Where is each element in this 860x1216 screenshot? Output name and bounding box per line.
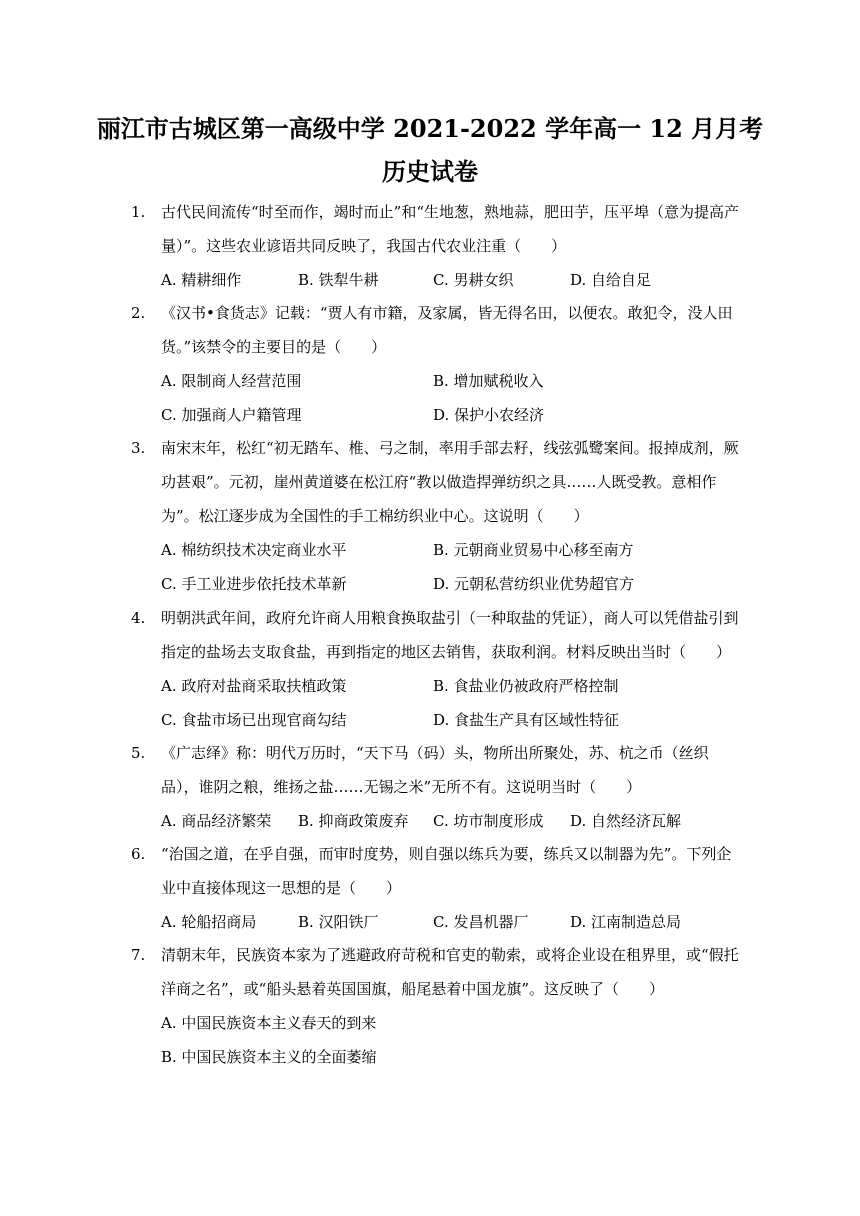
question-stem: 清朝末年，民族资本家为了逃避政府苛税和官吏的勒索，或将企业设在租界里，或“假托洋商之名”，或“船头悬着英国国旗，船尾悬着中国龙旗”。这反映了（ ） [161,946,739,998]
options-row [161,703,741,737]
question-4 [131,601,741,737]
option-d: D. 元朝私营纺织业优势超官方 [433,575,635,593]
options-row [161,398,741,432]
question-stem: 《广志绎》称：明代万历时，“天下马（码）头，物所出所聚处，苏、杭之币（丝织品），谁阴之粮，维扬之盐……无锡之米”无所不有。这说明当时（ ） [161,744,709,796]
option-b: B. 汉阳铁厂 [298,913,379,931]
option-a: A. 商品经济繁荣 [161,812,272,830]
question-3 [131,431,741,601]
option-a: A. 轮船招商局 [161,913,257,931]
options-row [161,905,741,939]
options-row [161,533,741,567]
exam-title-line1: 丽江市古城区第一高级中学 2021-2022 学年高一 12 月月考 [96,114,764,143]
options-row [161,804,741,838]
option-a: A. 限制商人经营范围 [161,372,302,390]
option-c: C. 手工业进步依托技术革新 [161,575,347,593]
option-a: A. 精耕细作 [161,271,242,289]
option-c: C. 坊市制度形成 [433,812,544,830]
option-a: A. 棉纺织技术决定商业水平 [161,541,347,559]
question-5 [131,736,741,838]
option-c: C. 食盐市场已出现官商勾结 [161,711,347,729]
option-a: A. 中国民族资本主义春天的到来 [161,1014,377,1032]
option-d: D. 保护小农经济 [433,406,545,424]
option-c: C. 发昌机器厂 [433,913,529,931]
option-d: D. 江南制造总局 [570,913,682,931]
question-stem: “治国之道，在乎自强，而审时度势，则自强以练兵为要，练兵又以制器为先”。下列企业中直接体现这一思想的是（ ） [161,845,732,897]
option-b: B. 中国民族资本主义的全面萎缩 [161,1048,377,1066]
question-number: 6. [131,845,146,863]
options-row [161,364,741,398]
option-b: B. 增加赋税收入 [433,372,544,390]
option-b: B. 抑商政策废弃 [298,812,409,830]
question-6 [131,837,741,939]
options-row [161,567,741,601]
question-7 [131,938,741,1074]
question-number: 5. [131,744,146,762]
options-row [161,669,741,703]
option-c: C. 男耕女织 [433,271,514,289]
question-number: 3. [131,439,146,457]
option-d: D. 自然经济瓦解 [570,812,682,830]
question-stem: 古代民间流传“时至而作，竭时而止”和“生地葱，熟地蒜，肥田芋，压平埠（意为提高产量）”。这些农业谚语共同反映了，我国古代农业注重（ ） [161,203,740,255]
question-stem: 南宋末年，松红“初无踏车、椎、弓之制，率用手部去籽，线弦弧鹭案间。报掉成剂，厥功甚艰”。元初，崖州黄道婆在松江府“教以做造捍弹纺织之具……人既受教。意相作为”。松江逐步成为全国性的手工棉纺织业中心。这说明（ ） [161,439,739,525]
question-number: 1. [131,203,146,221]
option-d: D. 自给自足 [570,271,652,289]
option-b: B. 食盐业仍被政府严格控制 [433,677,619,695]
options-row [161,263,741,297]
option-b: B. 元朝商业贸易中心移至南方 [433,541,634,559]
exam-title-line2: 历史试卷 [382,157,478,186]
question-number: 7. [131,946,146,964]
option-b: B. 铁犁牛耕 [298,271,379,289]
question-stem: 明朝洪武年间，政府允许商人用粮食换取盐引（一种取盐的凭证），商人可以凭借盐引到指定的盐场去支取食盐，再到指定的地区去销售，获取利润。材料反映出当时（ ） [161,609,739,661]
question-number: 2. [131,304,146,322]
option-a: A. 政府对盐商采取扶植政策 [161,677,347,695]
question-stem: 《汉书•食货志》记载：“贾人有市籍，及家属，皆无得名田，以便农。敢犯令，没人田货。”该禁令的主要目的是（ ） [161,304,733,356]
question-2 [131,296,741,432]
question-number: 4. [131,609,146,627]
question-1 [131,195,741,297]
option-c: C. 加强商人户籍管理 [161,406,302,424]
option-d: D. 食盐生产具有区域性特征 [433,711,620,729]
